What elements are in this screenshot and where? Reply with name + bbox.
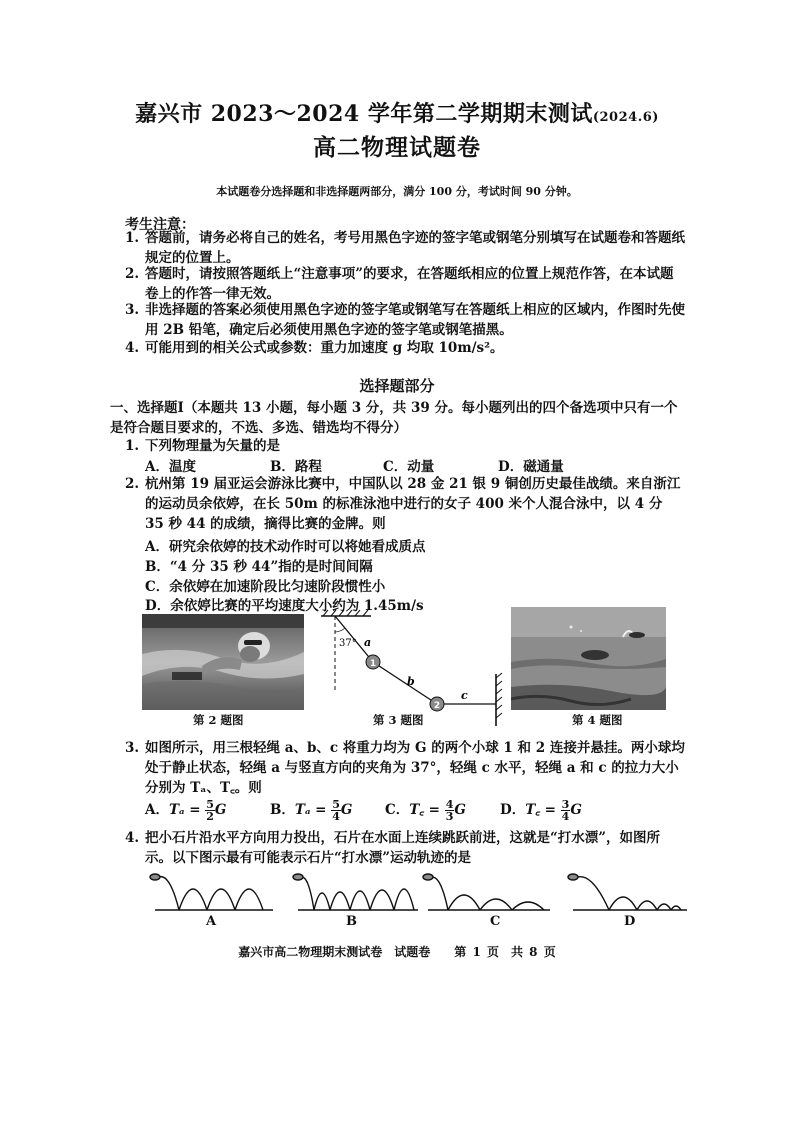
- option-variable: T꜀: [409, 802, 424, 818]
- page-footer: 嘉兴市高二物理期末测试卷 试题卷 第 1 页 共 8 页: [238, 945, 556, 959]
- option-unit: G: [454, 802, 466, 818]
- exam-intro: 本试题卷分选择题和非选择题两部分，满分 100 分，考试时间 90 分钟。: [216, 185, 578, 198]
- option-variable: Tₐ: [294, 802, 311, 818]
- ball-1-label: 1: [369, 659, 377, 669]
- q2-option-b: B．“4 分 35 秒 44”指的是时间间隔: [145, 559, 373, 575]
- question-3: [125, 738, 685, 798]
- exam-date: (2024.6): [592, 110, 659, 125]
- rope-a-label: a: [364, 636, 372, 649]
- question-2: [125, 474, 685, 534]
- q1-option-d: D．磁通量: [498, 459, 564, 475]
- question-number: 2.: [125, 476, 140, 492]
- wall-hatch: [496, 673, 502, 718]
- trajectory-d: [568, 874, 687, 910]
- option-unit: G: [340, 802, 353, 818]
- rope-diagram: [313, 608, 508, 728]
- note-item: [125, 264, 685, 304]
- exam-title: [0, 97, 794, 128]
- question-stem: 下列物理量为矢量的是: [145, 438, 280, 454]
- rope-b: [373, 662, 437, 704]
- trajectory-b: [293, 874, 418, 910]
- question-stem: 把小石片沿水平方向用力投出，石片在水面上连续跳跃前进，这就是“打水漂”，如图所示。以下图示最有可能表示石片“打水漂”运动轨迹的是: [145, 830, 661, 866]
- q1-option-c: C．动量: [383, 459, 435, 475]
- question-number: 4.: [125, 830, 140, 846]
- figure-3-caption: 第 3 题图: [373, 713, 424, 727]
- fraction-denominator: 3: [445, 810, 454, 823]
- trajectory-label-a: A: [206, 914, 217, 929]
- trajectory-figures: [145, 866, 690, 916]
- note-number: 1.: [125, 230, 140, 246]
- q1-option-a: A．温度: [145, 459, 196, 475]
- fraction-numerator: 5: [332, 798, 340, 811]
- trajectory-label-d: D: [624, 914, 636, 929]
- part1-text: 一、选择题Ⅰ（本题共 13 小题，每小题 3 分，共 39 分。每小题列出的四个备选项中只有一个是符合题目要求的，不选、多选、错选均不得分）: [110, 400, 678, 436]
- fraction-numerator: 5: [206, 798, 214, 811]
- question-1: [125, 436, 685, 456]
- section-heading: 选择题部分: [359, 377, 435, 395]
- fraction-denominator: 4: [561, 810, 570, 823]
- option-unit: G: [570, 802, 582, 818]
- option-label: D．: [500, 802, 526, 818]
- note-number: 4.: [125, 340, 140, 356]
- question-stem: 如图所示，用三根轻绳 a、b、c 将重力均为 G 的两个小球 1 和 2 连接并悬挂。两小球均处于静止状态，轻绳 a 与竖直方向的夹角为 37°，轻绳 c 水平，轻绳 a 和 c 的拉力大小分别为 Tₐ、T꜀。则: [145, 740, 685, 796]
- question-4: [125, 828, 685, 868]
- note-number: 2.: [125, 266, 140, 282]
- trajectory-label-b: B: [346, 914, 357, 929]
- q2-option-a: A．研究余依婷的技术动作时可以将她看成质点: [145, 539, 426, 555]
- q1-option-b: B．路程: [270, 459, 322, 475]
- q2-option-c: C．余依婷在加速阶段比匀速阶段惯性小: [145, 579, 386, 595]
- fraction-denominator: 4: [332, 810, 340, 823]
- q2-option-d: D．余依婷比赛的平均速度大小约为 1.45m/s: [145, 598, 424, 614]
- rope-b-label: b: [407, 675, 415, 688]
- note-number: 3.: [125, 302, 140, 318]
- question-stem: 杭州第 19 届亚运会游泳比赛中，中国队以 28 金 21 银 9 铜创历史最佳战绩。来自浙江的运动员余依婷，在长 50m 的标准泳池中进行的女子 400 米个人混合泳中，以 4 分 35 秒 44 的成绩，摘得比赛的金牌。则: [145, 476, 681, 532]
- note-text: 答题时，请按照答题纸上“注意事项”的要求，在答题纸相应的位置上规范作答，在本试题卷上的作答一律无效。: [145, 266, 674, 302]
- stone-skipping-photo: [511, 607, 666, 710]
- figure-4-caption: 第 4 题图: [572, 713, 623, 727]
- note-text: 答题前，请务必将自己的姓名，考号用黑色字迹的签字笔或钢笔分别填写在试题卷和答题纸规定的位置上。: [145, 230, 685, 266]
- swimmer-photo: [142, 614, 304, 710]
- option-label: C．: [385, 802, 410, 818]
- note-item: [125, 228, 685, 268]
- trajectory-a: [150, 874, 273, 910]
- ceiling-hatch: [323, 610, 368, 616]
- q3-option-b: B．Tₐ = $\frac{5}{4}$ G: [270, 798, 353, 823]
- option-unit: G: [214, 802, 227, 818]
- fraction-numerator: 4: [445, 798, 454, 811]
- q3-option-a: A．Tₐ = $\frac{5}{2}$ G: [145, 798, 227, 823]
- angle-arc: [335, 628, 345, 632]
- option-label: A．: [145, 802, 169, 818]
- fraction-numerator: 3: [561, 798, 570, 811]
- question-number: 3.: [125, 740, 140, 756]
- note-item: [125, 300, 685, 340]
- option-variable: T꜀: [525, 802, 540, 818]
- figure-2-caption: 第 2 题图: [193, 713, 244, 727]
- trajectory-label-c: C: [490, 914, 501, 929]
- note-text: 非选择题的答案必须使用黑色字迹的签字笔或钢笔写在答题纸上相应的区域内，作图时先使用 2B 铅笔，确定后必须使用黑色字迹的签字笔或钢笔描黑。: [145, 302, 685, 338]
- q3-option-d: D．T꜀ = $\frac{3}{4}$ G: [500, 798, 582, 823]
- trajectory-c: [423, 874, 550, 910]
- fraction-denominator: 2: [206, 810, 214, 823]
- option-label: B．: [270, 802, 295, 818]
- option-variable: Tₐ: [168, 802, 185, 818]
- notes-heading: 考生注意：: [125, 217, 195, 233]
- ball-2-label: 2: [433, 701, 441, 711]
- angle-label: 37°: [339, 638, 357, 649]
- rope-c-label: c: [461, 689, 468, 702]
- question-number: 1.: [125, 438, 140, 454]
- exam-title-main: 嘉兴市 2023～2024 学年第二学期期末测试: [135, 101, 593, 127]
- q3-option-c: C．T꜀ = $\frac{4}{3}$ G: [385, 798, 466, 823]
- note-text: 可能用到的相关公式或参数：重力加速度 g 均取 10m/s²。: [145, 340, 504, 356]
- note-item: [125, 338, 685, 358]
- exam-subtitle: 高二物理试题卷: [313, 134, 481, 161]
- part1-instructions: [110, 398, 685, 438]
